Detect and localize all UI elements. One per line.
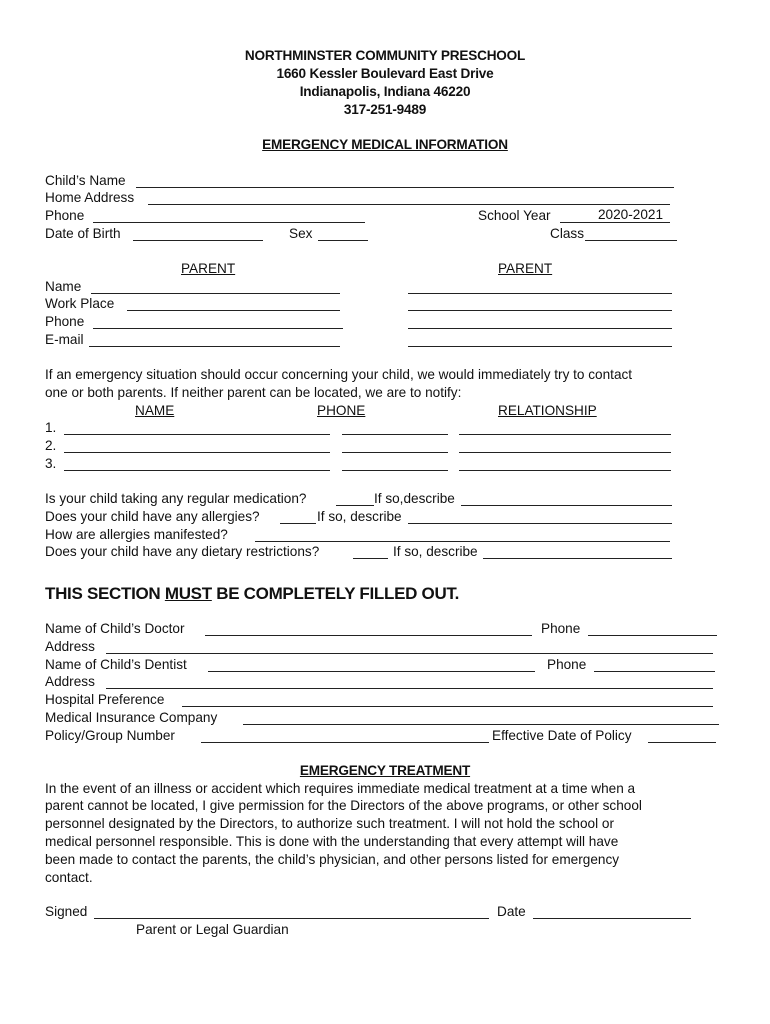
hospital-label: Hospital Preference [45, 692, 165, 707]
contact-row-number: 2. [45, 438, 57, 453]
school-phone: 317-251-9489 [343, 102, 427, 117]
doctor-name-field[interactable] [205, 621, 532, 636]
contact1-relationship-field[interactable] [459, 420, 671, 435]
school-year-value: 2020-2021 [598, 207, 664, 222]
dentist-phone-field[interactable] [594, 657, 715, 672]
class-label: Class [550, 226, 584, 241]
sign-date-label: Date [497, 904, 526, 919]
dietary-describe-field[interactable] [483, 544, 672, 559]
doctor-address-field[interactable] [106, 639, 713, 654]
allergies-answer-field[interactable] [280, 509, 316, 524]
sex-label: Sex [289, 226, 313, 241]
sign-date-field[interactable] [533, 904, 691, 919]
treatment-paragraph-line: personnel designated by the Directors, to authorize such treatment. I will not hold the school or [45, 816, 614, 831]
date-of-birth-label: Date of Birth [45, 226, 121, 241]
contact3-phone-field[interactable] [342, 456, 448, 471]
policy-number-label: Policy/Group Number [45, 728, 175, 743]
contact3-name-field[interactable] [64, 456, 330, 471]
dentist-name-field[interactable] [208, 657, 535, 672]
parent2-email-field[interactable] [408, 332, 672, 347]
allergies-describe-label: If so, describe [317, 509, 402, 524]
contact-row-number: 3. [45, 456, 57, 471]
contact-intro-line2: one or both parents. If neither parent can be located, we are to notify: [45, 385, 462, 400]
dietary-answer-field[interactable] [353, 544, 388, 559]
policy-number-field[interactable] [201, 728, 489, 743]
parent2-phone-field[interactable] [408, 314, 672, 329]
contact2-name-field[interactable] [64, 438, 330, 453]
doctor-phone-label: Phone [541, 621, 581, 636]
signature-field[interactable] [94, 904, 489, 919]
insurance-label: Medical Insurance Company [45, 710, 218, 725]
signed-label: Signed [45, 904, 88, 919]
allergies-manifested-field[interactable] [255, 527, 670, 542]
home-address-field[interactable] [148, 190, 670, 205]
parent1-name-field[interactable] [91, 279, 340, 294]
form-title: EMERGENCY MEDICAL INFORMATION [262, 137, 508, 152]
contact3-relationship-field[interactable] [459, 456, 671, 471]
contact-col-name: NAME [135, 403, 175, 418]
contact-col-relationship: RELATIONSHIP [498, 403, 597, 418]
treatment-paragraph-line: In the event of an illness or accident which requires immediate medical treatment at a time when a [45, 781, 636, 796]
treatment-paragraph-line: been made to contact the parents, the child’s physician, and other persons listed for emergency [45, 852, 620, 867]
required-section-heading [45, 584, 459, 604]
insurance-field[interactable] [243, 710, 719, 725]
parent-phone-label: Phone [45, 314, 85, 329]
required-heading-emphasis: MUST [164, 584, 212, 603]
contact1-name-field[interactable] [64, 420, 330, 435]
treatment-paragraph-line: parent cannot be located, I give permission for the Directors of the above programs, or other school [45, 798, 642, 813]
home-address-label: Home Address [45, 190, 135, 205]
parent2-workplace-field[interactable] [408, 296, 672, 311]
dentist-label: Name of Child’s Dentist [45, 657, 187, 672]
date-of-birth-field[interactable] [133, 226, 263, 241]
required-heading-post: BE COMPLETELY FILLED OUT. [211, 584, 460, 603]
childs-name-label: Child’s Name [45, 173, 126, 188]
class-field[interactable] [585, 226, 677, 241]
dentist-address-label: Address [45, 674, 95, 689]
contact2-relationship-field[interactable] [459, 438, 671, 453]
required-heading-pre: THIS SECTION [45, 584, 165, 603]
parent2-name-field[interactable] [408, 279, 672, 294]
allergies-question: Does your child have any allergies? [45, 509, 260, 524]
doctor-address-label: Address [45, 639, 95, 654]
school-address-line2: Indianapolis, Indiana 46220 [299, 84, 471, 99]
effective-date-field[interactable] [648, 728, 716, 743]
contact-row-number: 1. [45, 420, 57, 435]
contact2-phone-field[interactable] [342, 438, 448, 453]
parent-heading-left: PARENT [181, 261, 236, 276]
allergies-manifested-question: How are allergies manifested? [45, 527, 228, 542]
parent-workplace-label: Work Place [45, 296, 115, 311]
doctor-phone-field[interactable] [588, 621, 717, 636]
dietary-describe-label: If so, describe [393, 544, 478, 559]
dentist-address-field[interactable] [106, 674, 713, 689]
treatment-heading: EMERGENCY TREATMENT [299, 763, 471, 778]
parent1-workplace-field[interactable] [127, 296, 340, 311]
child-phone-label: Phone [45, 208, 85, 223]
contact-col-phone: PHONE [317, 403, 366, 418]
dentist-phone-label: Phone [547, 657, 587, 672]
treatment-paragraph-line: medical personnel responsible. This is done with the understanding that every attempt will have [45, 834, 619, 849]
parent1-phone-field[interactable] [93, 314, 343, 329]
allergies-describe-field[interactable] [408, 509, 672, 524]
parent1-email-field[interactable] [89, 332, 340, 347]
medication-describe-label: If so,describe [374, 491, 455, 506]
parent-email-label: E-mail [45, 332, 84, 347]
medication-question: Is your child taking any regular medication? [45, 491, 307, 506]
school-address-line1: 1660 Kessler Boulevard East Drive [276, 66, 494, 81]
childs-name-field[interactable] [136, 173, 674, 188]
treatment-paragraph-line: contact. [45, 870, 93, 885]
hospital-field[interactable] [182, 692, 713, 707]
contact-intro-line1: If an emergency situation should occur concerning your child, we would immediately try to contact [45, 367, 633, 382]
dietary-question: Does your child have any dietary restrictions? [45, 544, 320, 559]
guardian-caption: Parent or Legal Guardian [136, 922, 289, 937]
child-phone-field[interactable] [93, 208, 365, 223]
medication-answer-field[interactable] [336, 491, 374, 506]
effective-date-label: Effective Date of Policy [492, 728, 632, 743]
school-year-label: School Year [478, 208, 551, 223]
doctor-label: Name of Child’s Doctor [45, 621, 185, 636]
parent-name-label: Name [45, 279, 82, 294]
parent-heading-right: PARENT [498, 261, 553, 276]
contact1-phone-field[interactable] [342, 420, 448, 435]
medication-describe-field[interactable] [461, 491, 672, 506]
school-name: NORTHMINSTER COMMUNITY PRESCHOOL [244, 48, 526, 63]
sex-field[interactable] [318, 226, 368, 241]
